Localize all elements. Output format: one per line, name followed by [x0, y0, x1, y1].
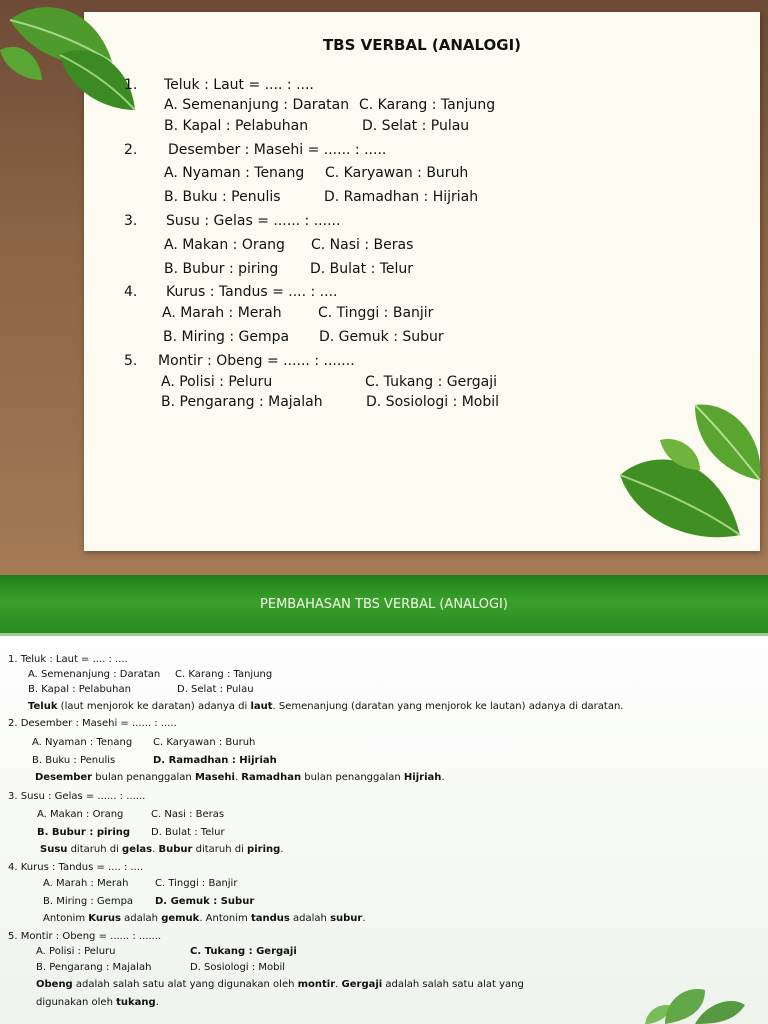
option-c: C. Karang : Tanjung [359, 97, 496, 113]
explanation: Desember bulan penanggalan Masehi. Ramadhan bulan penanggalan Hijriah. [35, 772, 445, 783]
explanation-continued: digunakan oleh tukang. [36, 997, 159, 1008]
option-c: C. Karyawan : Buruh [325, 165, 469, 181]
question-stem: Desember : Masehi = ...... : ..... [168, 142, 387, 158]
option-d: D. Sosiologi : Mobil [190, 962, 286, 973]
option-b: B. Buku : Penulis [32, 755, 116, 766]
option-a: A. Polisi : Peluru [161, 374, 273, 390]
question-stem: 4. Kurus : Tandus = .... : .... [8, 862, 144, 873]
leaf-right-icon [600, 395, 768, 575]
option-b: B. Miring : Gempa [163, 329, 290, 345]
option-b: B. Buku : Penulis [164, 189, 281, 205]
option-c: C. Tinggi : Banjir [155, 878, 238, 889]
option-c: C. Nasi : Beras [311, 237, 414, 253]
option-a: A. Marah : Merah [162, 305, 282, 321]
option-a: A. Nyaman : Tenang [32, 737, 133, 748]
discussion-title: PEMBAHASAN TBS VERBAL (ANALOGI) [260, 597, 508, 612]
option-a: A. Makan : Orang [164, 237, 285, 253]
option-a: A. Semenanjung : Daratan [28, 669, 161, 680]
page-title: TBS VERBAL (ANALOGI) [322, 36, 522, 54]
option-a: A. Makan : Orang [37, 809, 124, 820]
leaf-top-left-icon [0, 0, 150, 130]
option-a: A. Marah : Merah [43, 878, 129, 889]
option-d: D. Bulat : Telur [151, 827, 225, 838]
question-number: 3. [124, 213, 138, 229]
question-stem: 5. Montir : Obeng = ...... : ....... [8, 931, 162, 942]
option-b: B. Miring : Gempa [43, 896, 134, 907]
option-d: D. Bulat : Telur [310, 261, 414, 277]
option-b: B. Pengarang : Majalah [36, 962, 152, 973]
question-number: 5. [124, 353, 138, 369]
option-c: C. Karang : Tanjung [175, 669, 273, 680]
leaf-bottom-right-icon [635, 970, 755, 1024]
explanation: Antonim Kurus adalah gemuk. Antonim tandus adalah subur. [43, 913, 366, 924]
discussion-slide [0, 575, 768, 1024]
option-b-answer: B. Bubur : piring [37, 827, 131, 838]
option-c: C. Nasi : Beras [151, 809, 225, 820]
option-b: B. Bubur : piring [164, 261, 279, 277]
option-d-answer: D. Ramadhan : Hijriah [153, 755, 277, 766]
option-b: B. Pengarang : Majalah [161, 394, 323, 410]
option-a: A. Semenanjung : Daratan [164, 97, 350, 113]
question-number: 1. [124, 77, 138, 93]
question-stem: Teluk : Laut = .... : .... [164, 77, 314, 93]
option-d: D. Ramadhan : Hijriah [324, 189, 479, 205]
option-b: B. Kapal : Pelabuhan [28, 684, 131, 695]
option-a: A. Nyaman : Tenang [164, 165, 305, 181]
option-d-answer: D. Gemuk : Subur [155, 896, 255, 907]
question-stem: 2. Desember : Masehi = ...... : ..... [8, 718, 177, 729]
option-c: C. Tinggi : Banjir [318, 305, 434, 321]
question-stem: 3. Susu : Gelas = ...... : ...... [8, 791, 146, 802]
option-d: D. Selat : Pulau [177, 684, 254, 695]
question-stem: 1. Teluk : Laut = .... : .... [8, 654, 128, 665]
question-stem: Montir : Obeng = ...... : ....... [158, 353, 355, 369]
option-b: B. Kapal : Pelabuhan [164, 118, 309, 134]
question-number: 4. [124, 284, 138, 300]
explanation: Susu ditaruh di gelas. Bubur ditaruh di piring. [40, 844, 284, 855]
explanation: Teluk (laut menjorok ke daratan) adanya di laut. Semenanjung (daratan yang menjorok ke lautan) adanya di daratan. [28, 701, 624, 712]
question-number: 2. [124, 142, 138, 158]
option-d: D. Sosiologi : Mobil [366, 394, 500, 410]
option-a: A. Polisi : Peluru [36, 946, 116, 957]
question-stem: Susu : Gelas = ...... : ...... [166, 213, 341, 229]
option-d: D. Gemuk : Subur [319, 329, 444, 345]
option-c: C. Karyawan : Buruh [153, 737, 256, 748]
option-c: C. Tukang : Gergaji [365, 374, 498, 390]
option-d: D. Selat : Pulau [362, 118, 470, 134]
banner-divider [0, 633, 768, 636]
question-stem: Kurus : Tandus = .... : .... [166, 284, 338, 300]
option-c-answer: C. Tukang : Gergaji [190, 946, 297, 957]
explanation: Obeng adalah salah satu alat yang digunakan oleh montir. Gergaji adalah salah satu alat yang [36, 979, 524, 990]
